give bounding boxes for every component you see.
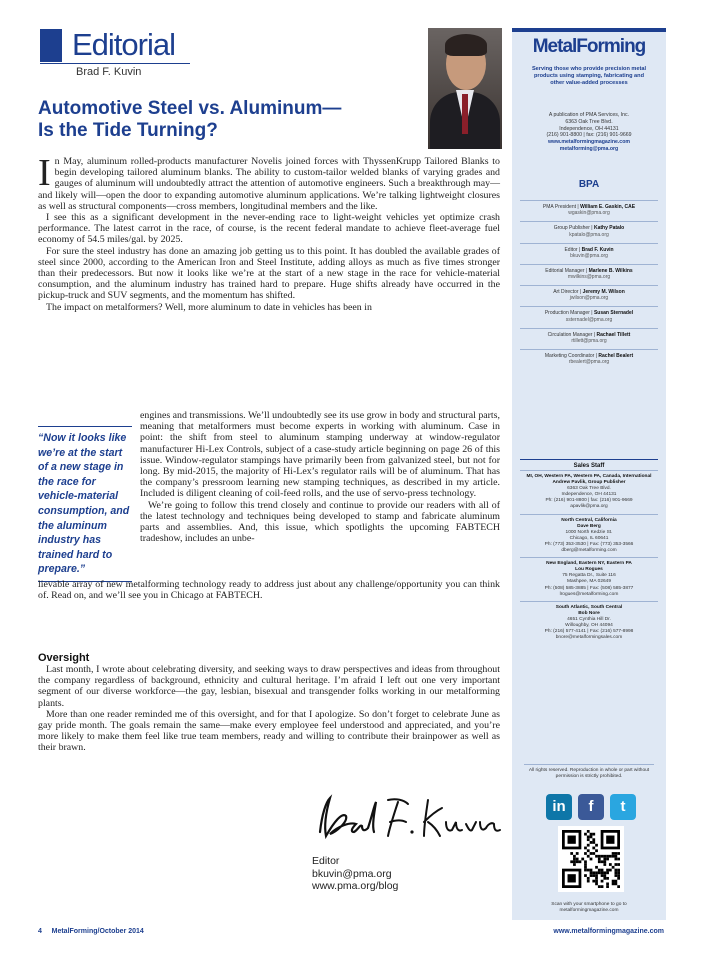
article-body-wrap	[140, 410, 500, 544]
paragraph-3: For sure the steel industry has done an amazing job getting us to this point. It has doubled the available grades of steel since 2000, according to the American Iron and Steel Institute, adding alloys as much as five times stronger than their predecessors. But now it looks like we’re at the start of a new stage in the race for vehicle-material consumption, and the aluminum industry has trained hard to prepare. Huge shifts already have occurred in the pickup-truck and SUV segments, and the momentum has shifted.	[38, 245, 500, 302]
linkedin-icon[interactable]: in	[546, 794, 572, 820]
headline-line-2: Is the Tide Turning?	[38, 120, 218, 141]
handwritten-signature	[312, 792, 502, 846]
sales-staff-heading: Sales Staff	[520, 459, 658, 469]
sales-contact: South Atlantic, South Central Bob Nore 4651 Cynthia Hill Dr. Willoughby, OH 44094 Ph: (216) 577-4141 | Fax: (216) 577-8998 bnore@metalformingsales.com	[520, 601, 658, 645]
twitter-icon[interactable]: t	[610, 794, 636, 820]
paragraph-1: In May, aluminum rolled-products manufacturer Novelis joined forces with ThyssenKrupp Tailored Blanks to begin developing tailored aluminum blanks. The ability to custom-tailor welded blanks of varying grades and gauges of aluminum will undoubtedly attract the attention of automotive engineers. Such a breakthrough may—and likely will—open the door to expanding automotive aluminum applications. We’re talking lightweight closures as well as structural components—cross members, longitudinal members and the like.	[38, 152, 500, 212]
social-links	[546, 794, 636, 820]
sales-contact: North Central, California Dave Berg 1000 North Kedzie St. Chicago, IL 60641 Ph: (773) 353-3530 | Fax: (773) 353-3566 dberg@metalforming.com	[520, 514, 658, 558]
staff-row: PMA President | William E. Gaskin, CAE wgaskin@pma.org	[520, 200, 658, 221]
masthead-rule	[40, 63, 190, 64]
footer-folio: 4 MetalForming/October 2014	[38, 928, 144, 935]
headline-line-1: Automotive Steel vs. Aluminum—	[38, 98, 342, 119]
portrait-hair	[445, 34, 487, 56]
staff-row: Production Manager | Susan Sternadel ssternadel@pma.org	[520, 306, 658, 327]
section-title: Editorial	[72, 27, 175, 62]
oversight-section	[38, 664, 500, 754]
article-body-top	[38, 152, 500, 313]
signature-role: Editor	[312, 855, 340, 867]
sales-staff-list	[520, 470, 658, 644]
signature-blog: www.pma.org/blog	[312, 880, 399, 892]
staff-row: Marketing Coordinator | Rachel Bealert rbealert@pma.org	[520, 349, 658, 370]
paragraph-5-tail: lievable array of new metalforming technology ready to address just about any challenge/opportunity you can think of. Read on, and we’ll see you in Chicago at FABTECH.	[38, 579, 500, 602]
qr-caption: Scan with your smartphone to go to metalformingmagazine.com	[551, 902, 627, 914]
author-portrait	[428, 28, 502, 149]
page-footer	[38, 928, 664, 940]
copyright-notice: All rights reserved. Reproduction in whole or part without permission is strictly prohibited.	[524, 764, 654, 780]
paragraph-4-wrap: engines and transmissions. We’ll undoubtedly see its use grow in body and structural parts, meaning that metalformers must become experts in working with aluminum. Case in point: the shift from steel to aluminum stamping underway at window-regulator manufacturer Hi-Lex Controls, subject of a case-study article beginning on page 26 of this issue. Window-regulator stampings have primarily been from galvanized steel, but not for long. By mid-2015, the majority of Hi-Lex’s regulator rails will be of aluminum. That has the company’s pressroom learning new stamping techniques, as described in my article. Included is diligent cleaning of coil-feed rolls, and the use of servo-press technology.	[140, 410, 500, 500]
oversight-heading: Oversight	[38, 652, 90, 664]
paragraph-5-wrap: We’re going to follow this trend closely and continue to provide our readers with all of the latest technology and techniques being developed to stamp and fabricate aluminum parts and assemblies. And, this issue, which spotlights the upcoming FABTECH tradeshow, includes an unbe-	[140, 499, 500, 545]
signature-email: bkuvin@pma.org	[312, 867, 392, 880]
article-headline	[38, 98, 418, 142]
signature-block	[312, 855, 398, 893]
paragraph-2: I see this as a significant development in the never-ending race to light-weight vehicles yet optimize crash performance. The latest carrot in the race, of course, is the recent federal mandate to achieve fleet-average fuel economy of 54.5 miles/gal. by 2025.	[38, 212, 500, 246]
staff-row: Editorial Manager | Marlene B. Wilkins mwilkins@pma.org	[520, 264, 658, 285]
staff-row: Group Publisher | Kathy Patalo kpatalo@pma.org	[520, 221, 658, 242]
sales-contact: MI, OH, Western PA, Western PA, Canada, International Andrew Pavlik, Group Publisher 6363 Oak Tree Blvd. Independence, OH 44131 Ph: (216) 901-8800 | fax: (216) 901-9669 apavlik@pma.org	[520, 470, 658, 514]
section-color-block	[40, 29, 62, 62]
oversight-paragraph-1: Last month, I wrote about celebrating diversity, and seeking ways to draw perspectives and ideas from throughout the company regardless of background, ethnicity and cultural heritage. I’m afraid I left out one very important segment of our diverse workforce—the gay, lesbian, bisexual and transgender folks working in our metalforming plants.	[38, 664, 500, 709]
qr-code[interactable]	[558, 826, 624, 892]
staff-row: Circulation Manager | Rachael Tillett rtillett@pma.org	[520, 328, 658, 349]
drop-cap: I	[38, 152, 51, 194]
author-byline: Brad F. Kuvin	[76, 66, 142, 78]
oversight-paragraph-2: More than one reader reminded me of this oversight, and for that I apologize. So don’t forget to celebrate June as gay pride month. The goals remain the same—make every employee feel understood and appreciated, and you’re more likely to make them feel like true team members, ready and willing to contribute their brainpower as well as their brawn.	[38, 708, 500, 754]
magazine-logo: MetalForming	[532, 36, 646, 57]
facebook-icon[interactable]: f	[578, 794, 604, 820]
paragraph-4-lead: The impact on metalformers? Well, more aluminum to date in vehicles has been in	[46, 301, 372, 313]
staff-row: Editor | Brad F. Kuvin bkuvin@pma.org	[520, 243, 658, 264]
portrait-tie	[462, 94, 468, 134]
staff-row: Art Director | Jeremy M. Wilson jwilson@pma.org	[520, 285, 658, 306]
staff-list	[520, 200, 658, 370]
footer-url: www.metalformingmagazine.com	[553, 928, 664, 935]
publisher-address: A publication of PMA Services, Inc. 6363 Oak Tree Blvd. Independence, OH 44131 (216) 901-8800 | fax: (216) 901-9669 www.metalformingmagazine.com metalforming@pma.org	[546, 112, 632, 152]
sales-contact: New England, Eastern NY, Eastern PA Lou Rogues 75 Regatta Dr., Suite 116 Mashpee, MA 02649 Ph: (508) 585-3885 | Fax: (508) 585-3877 lrogues@metalforming.com	[520, 557, 658, 601]
bpa-logo: BPA	[578, 179, 600, 190]
masthead-sidebar	[512, 28, 666, 920]
pull-quote: “Now it looks like we’re at the start of a new stage in the race for vehicle-material consumption, and the aluminum industry has trained hard to prepare.”	[38, 426, 132, 582]
mission-statement: Serving those who provide precision metal products using stamping, fabricating and other value-added processes	[531, 66, 647, 86]
